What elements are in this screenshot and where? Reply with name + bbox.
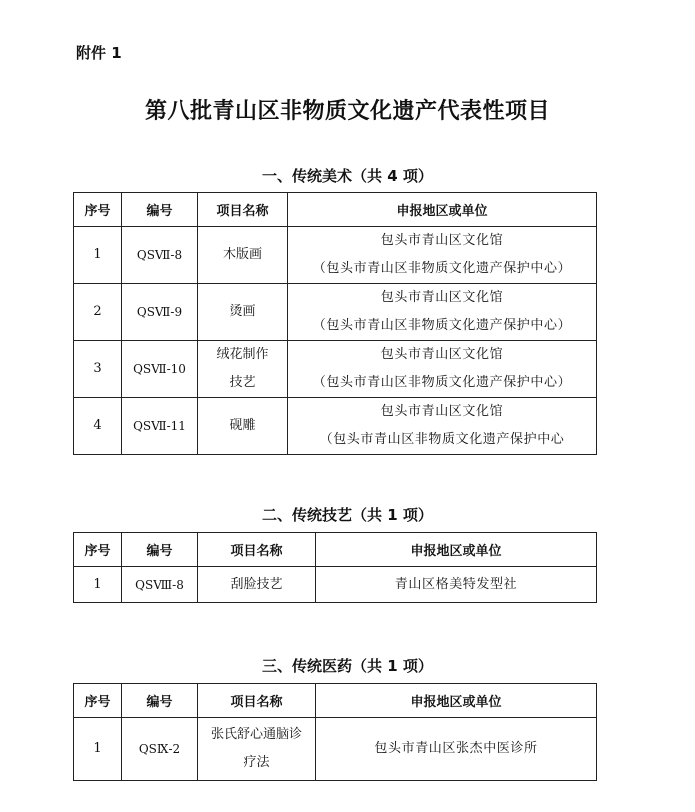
header-code: 编号 bbox=[122, 533, 198, 567]
name-line: 张氏舒心通脑诊 bbox=[210, 727, 302, 742]
header-code: 编号 bbox=[122, 684, 198, 718]
name-line: 木版画 bbox=[222, 247, 262, 262]
header-unit: 申报地区或单位 bbox=[316, 533, 597, 567]
table-row bbox=[74, 718, 597, 781]
table-row bbox=[74, 398, 597, 455]
table-header-row bbox=[74, 684, 597, 718]
cell-code: QSⅦ-11 bbox=[122, 398, 198, 455]
name-line: 绒花制作 bbox=[216, 347, 269, 362]
cell-seq: 1 bbox=[74, 718, 122, 781]
header-seq: 序号 bbox=[74, 684, 122, 718]
name-line: 刮脸技艺 bbox=[230, 576, 283, 592]
unit-line: 包头市青山区文化馆 bbox=[380, 290, 504, 305]
unit-line: （包头市青山区非物质文化遗产保护中心 bbox=[319, 432, 565, 447]
header-name: 项目名称 bbox=[198, 533, 316, 567]
header-name: 项目名称 bbox=[198, 193, 288, 227]
cell-name bbox=[198, 718, 316, 781]
cell-unit bbox=[288, 284, 597, 341]
cell-code: QSⅦ-8 bbox=[122, 227, 198, 284]
cell-name bbox=[198, 227, 288, 284]
header-seq: 序号 bbox=[74, 193, 122, 227]
header-name: 项目名称 bbox=[198, 684, 316, 718]
unit-line: 包头市青山区张杰中医诊所 bbox=[374, 741, 538, 756]
cell-seq: 1 bbox=[74, 567, 122, 603]
unit-line: （包头市青山区非物质文化遗产保护中心） bbox=[312, 375, 572, 390]
table-traditional-craft bbox=[73, 532, 597, 603]
unit-line: 包头市青山区文化馆 bbox=[380, 347, 504, 362]
unit-line: 青山区格美特发型社 bbox=[394, 576, 518, 592]
attachment-label: 附件 1 bbox=[76, 44, 122, 62]
table-row bbox=[74, 567, 597, 603]
name-line: 烫画 bbox=[229, 304, 256, 319]
header-unit: 申报地区或单位 bbox=[316, 684, 597, 718]
section-title-traditional-craft: 二、传统技艺（共 1 项） bbox=[262, 506, 433, 524]
cell-name bbox=[198, 284, 288, 341]
table-row bbox=[74, 227, 597, 284]
cell-name bbox=[198, 567, 316, 603]
table-traditional-art bbox=[73, 192, 597, 455]
name-line: 砚雕 bbox=[229, 418, 256, 433]
table-header-row bbox=[74, 193, 597, 227]
header-seq: 序号 bbox=[74, 533, 122, 567]
cell-seq: 4 bbox=[74, 398, 122, 455]
cell-name bbox=[198, 341, 288, 398]
cell-code: QSⅧ-8 bbox=[122, 567, 198, 603]
cell-seq: 2 bbox=[74, 284, 122, 341]
cell-unit bbox=[288, 341, 597, 398]
cell-seq: 1 bbox=[74, 227, 122, 284]
section-title-traditional-medicine: 三、传统医药（共 1 项） bbox=[262, 657, 433, 675]
unit-line: （包头市青山区非物质文化遗产保护中心） bbox=[312, 318, 572, 333]
cell-code: QSⅨ-2 bbox=[122, 718, 198, 781]
unit-line: 包头市青山区文化馆 bbox=[380, 233, 504, 248]
table-row bbox=[74, 341, 597, 398]
document-title: 第八批青山区非物质文化遗产代表性项目 bbox=[144, 99, 550, 124]
unit-line: 包头市青山区文化馆 bbox=[380, 404, 504, 419]
header-unit: 申报地区或单位 bbox=[288, 193, 597, 227]
unit-line: （包头市青山区非物质文化遗产保护中心） bbox=[312, 261, 572, 276]
cell-unit bbox=[316, 718, 597, 781]
section-title-traditional-art: 一、传统美术（共 4 项） bbox=[262, 167, 433, 185]
cell-unit bbox=[288, 398, 597, 455]
cell-name bbox=[198, 398, 288, 455]
cell-seq: 3 bbox=[74, 341, 122, 398]
cell-unit bbox=[316, 567, 597, 603]
table-traditional-medicine bbox=[73, 683, 597, 781]
cell-unit bbox=[288, 227, 597, 284]
cell-code: QSⅦ-9 bbox=[122, 284, 198, 341]
name-line: 技艺 bbox=[229, 375, 256, 390]
name-line: 疗法 bbox=[243, 755, 270, 770]
cell-code: QSⅦ-10 bbox=[122, 341, 198, 398]
header-code: 编号 bbox=[122, 193, 198, 227]
table-row bbox=[74, 284, 597, 341]
table-header-row bbox=[74, 533, 597, 567]
